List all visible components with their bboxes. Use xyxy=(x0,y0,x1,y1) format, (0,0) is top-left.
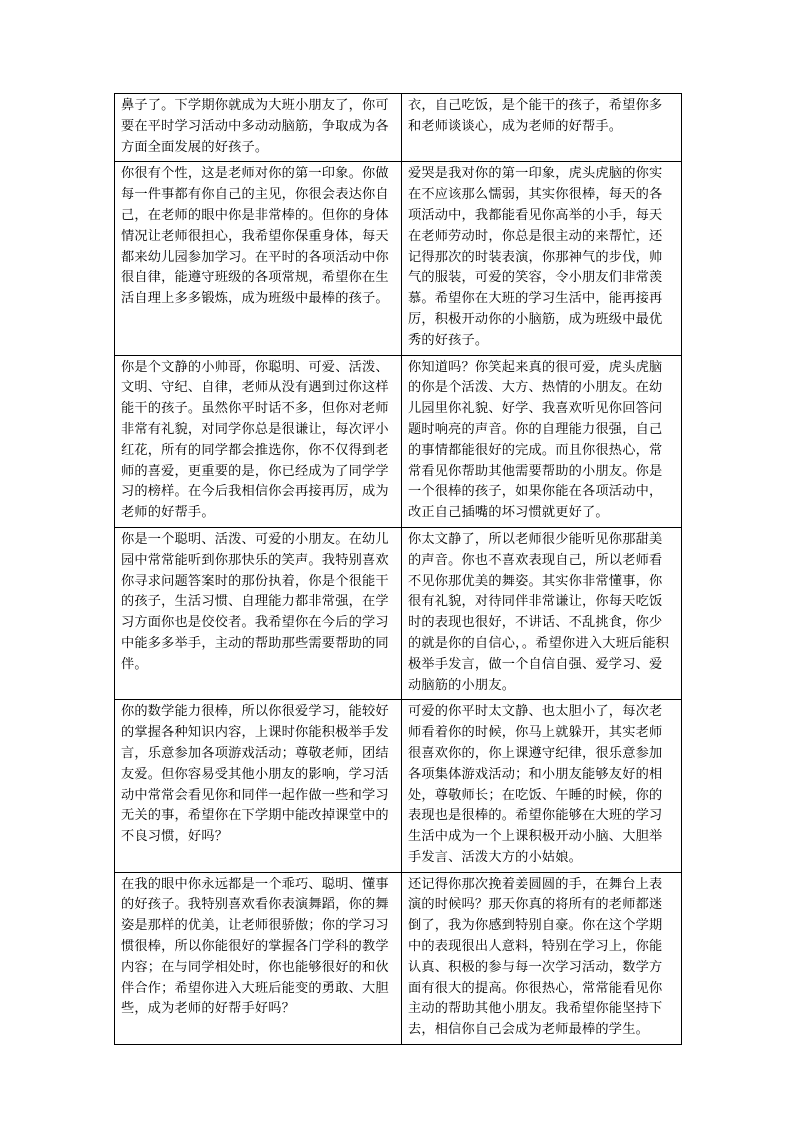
comment-cell-right: 你知道吗？你笑起来真的很可爱，虎头虎脑的你是个活泼、大方、热情的小朋友。在幼儿园里你礼貌、好学、我喜欢听见你回答问题时响亮的声音。你的自理能力很强，自己的事情都能很好的完成。而且你很热心，常常看见你帮助其他需要帮助的小朋友。你是一个很棒的孩子，如果你能在各项活动中，改正自己插嘴的坏习惯就更好了。 xyxy=(402,355,682,527)
comment-cell-right: 可爱的你平时太文静、也太胆小了，每次老师看着你的时候，你马上就躲开，其实老师很喜欢你的，你上课遵守纪律，很乐意参加各项集体游戏活动；和小朋友能够友好的相处，尊敬师长；在吃饭、午睡的时候，你的表现也是很棒的。希望你能够在大班的学习生活中成为一个上课积极开动小脑、大胆举手发言、活泼大方的小姑娘。 xyxy=(402,700,682,872)
comments-table xyxy=(114,93,682,1045)
comment-cell-left: 你很有个性，这是老师对你的第一印象。你做每一件事都有你自己的主见，你很会表达你自己，在老师的眼中你是非常棒的。但你的身体情况让老师很担心，我希望你保重身体，每天都来幼儿园参加学习。在平时的各项活动中你很自律，能遵守班级的各项常规，希望你在生活自理上多多锻炼，成为班级中最棒的孩子。 xyxy=(115,162,402,355)
comment-cell-right: 爱哭是我对你的第一印象，虎头虎脑的你实在不应该那么懦弱，其实你很棒，每天的各项活动中，我都能看见你高举的小手，每天在老师劳动时，你总是很主动的来帮忙，还记得那次的时装表演，你那神气的步伐，帅气的服装，可爱的笑容，令小朋友们非常羡慕。希望你在大班的学习生活中，能再接再厉，积极开动你的小脑筋，成为班级中最优秀的好孩子。 xyxy=(402,162,682,355)
comment-cell-right: 还记得你那次挽着姜圆圆的手，在舞台上表演的时候吗？那天你真的将所有的老师都迷倒了，我为你感到特别自豪。你在这个学期中的表现很出人意料，特别在学习上，你能认真、积极的参与每一次学习活动，数学方面有很大的提高。你很热心，常常能看见你主动的帮助其他小朋友。我希望你能坚持下去，相信你自己会成为老师最棒的学生。 xyxy=(402,872,682,1044)
comment-cell-right: 你太文静了，所以老师很少能听见你那甜美的声音。你也不喜欢表现自己，所以老师看不见你那优美的舞姿。其实你非常懂事，你很有礼貌，对待同伴非常谦让，你每天吃饭时的表现也很好，不讲话、不乱挑食，你少的就是你的自信心，。希望你进入大班后能积极举手发言，做一个自信自强、爱学习、爱动脑筋的小朋友。 xyxy=(402,527,682,699)
table-row xyxy=(115,355,682,527)
comment-cell-left: 鼻子了。下学期你就成为大班小朋友了，你可要在平时学习活动中多动动脑筋，争取成为各方面全面发展的好孩子。 xyxy=(115,94,402,162)
comment-cell-left: 在我的眼中你永远都是一个乖巧、聪明、懂事的好孩子。我特别喜欢看你表演舞蹈，你的舞姿是那样的优美，让老师很骄傲；你的学习习惯很棒，所以你能很好的掌握各门学科的教学内容；在与同学相处时，你也能够很好的和伙伴合作；希望你进入大班后能变的勇敢、大胆些，成为老师的好帮手好吗？ xyxy=(115,872,402,1044)
table-row xyxy=(115,700,682,872)
table-row xyxy=(115,94,682,162)
comment-cell-right: 衣，自己吃饭，是个能干的孩子，希望你多和老师谈谈心，成为老师的好帮手。 xyxy=(402,94,682,162)
table-row xyxy=(115,527,682,699)
table-row xyxy=(115,872,682,1044)
comment-cell-left: 你是个文静的小帅哥，你聪明、可爱、活泼、文明、守纪、自律，老师从没有遇到过你这样能干的孩子。虽然你平时话不多，但你对老师非常有礼貌，对同学你总是很谦让，每次评小红花，所有的同学都会推选你，你不仅得到老师的喜爱，更重要的是，你已经成为了同学学习的榜样。在今后我相信你会再接再厉，成为老师的好帮手。 xyxy=(115,355,402,527)
comment-cell-left: 你是一个聪明、活泼、可爱的小朋友。在幼儿园中常常能听到你那快乐的笑声。我特别喜欢你寻求问题答案时的那份执着，你是个很能干的孩子，生活习惯、自理能力都非常强，在学习方面你也是佼佼者。我希望你在今后的学习中能多多举手，主动的帮助那些需要帮助的同伴。 xyxy=(115,527,402,699)
table-row xyxy=(115,162,682,355)
comment-cell-left: 你的数学能力很棒，所以你很爱学习，能较好的掌握各种知识内容，上课时你能积极举手发言，乐意参加各项游戏活动；尊敬老师，团结友爱。但你容易受其他小朋友的影响，学习活动中常常会看见你和同伴一起作做一些和学习无关的事，希望你在下学期中能改掉课堂中的不良习惯，好吗？ xyxy=(115,700,402,872)
